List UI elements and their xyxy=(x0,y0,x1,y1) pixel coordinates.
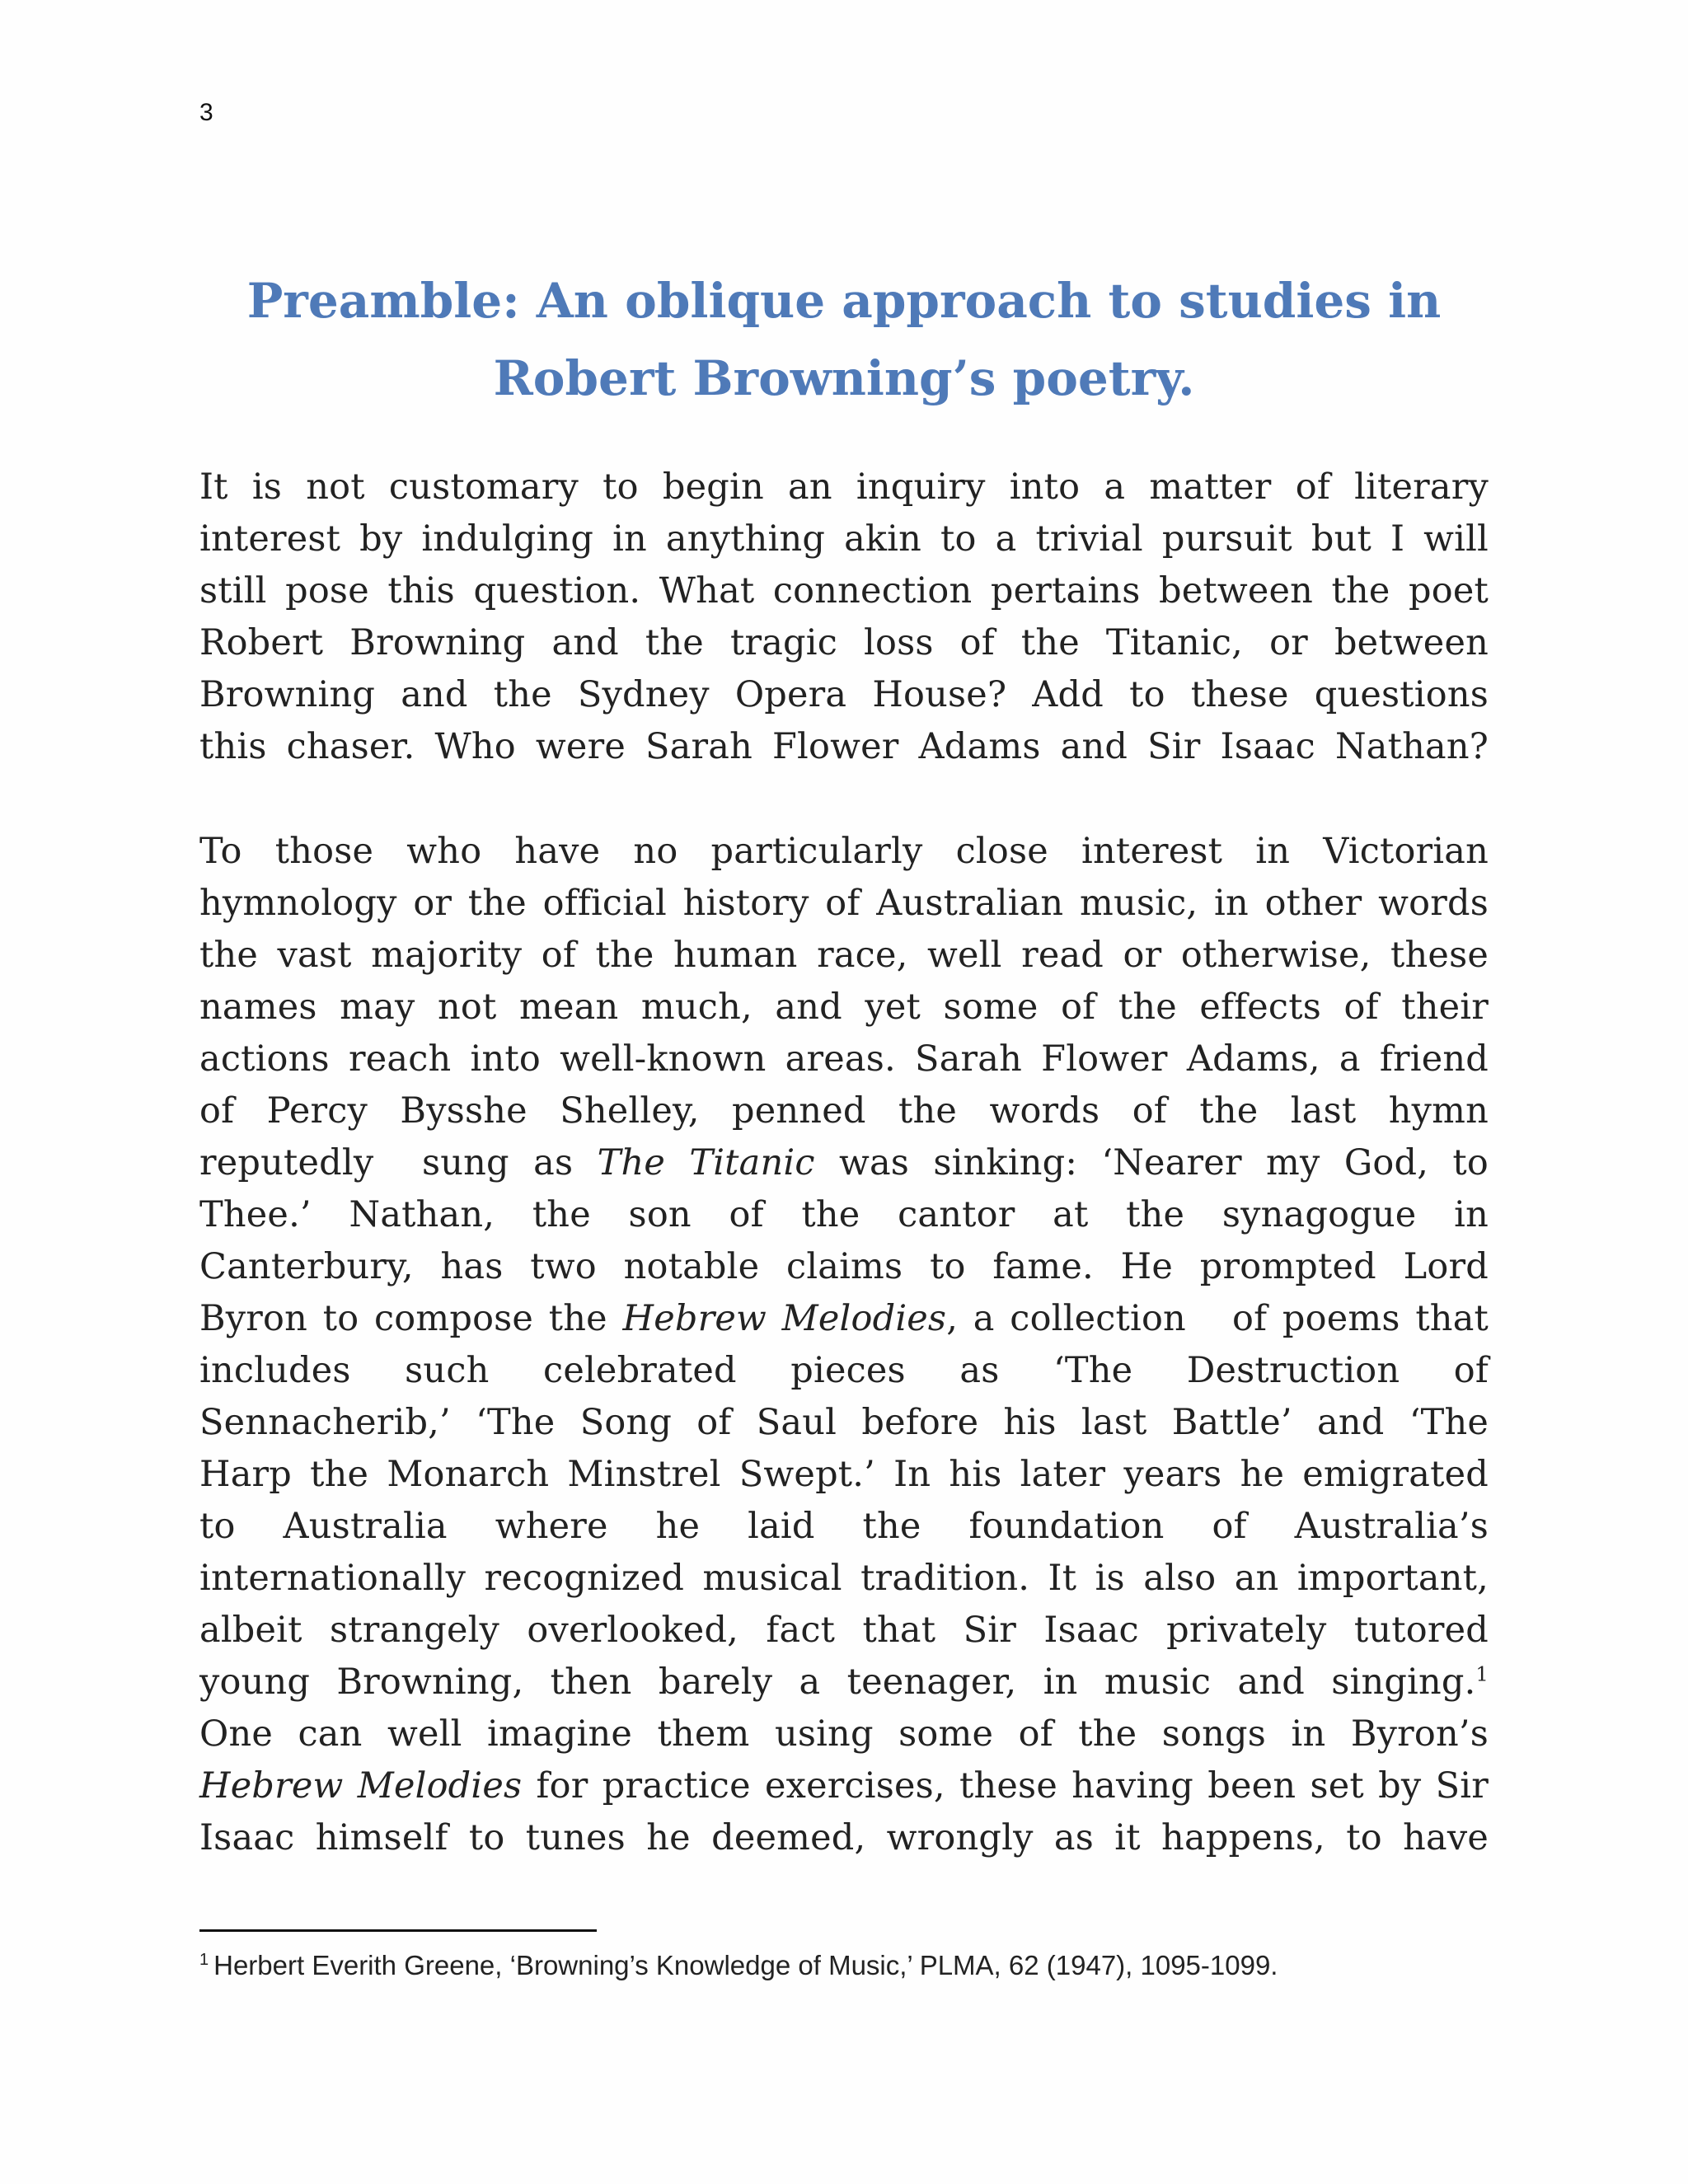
italic-title-titanic: The Titanic xyxy=(597,1142,815,1183)
paragraph-line: It is not customary to begin an inquiry into a matter of literary xyxy=(199,466,1489,508)
text-run: Byron to compose the xyxy=(199,1298,623,1339)
paragraph-line: of Percy Bysshe Shelley, penned the words of the last hymn xyxy=(199,1090,1489,1132)
paragraph-line xyxy=(199,1137,1489,1189)
text-run: for practice exercises, these having been set by Sir xyxy=(522,1765,1489,1807)
text-run: , a collection of poems that xyxy=(946,1298,1489,1339)
paragraph-2 xyxy=(199,826,1489,1864)
italic-title-hebrew-melodies: Hebrew Melodies xyxy=(199,1765,523,1807)
footnote-text: Herbert Everith Greene, ‘Browning’s Knowledge of Music,’ PLMA, 62 (1947), 1095-1099. xyxy=(213,1950,1278,1980)
paragraph-line xyxy=(199,1760,1489,1812)
chapter-title xyxy=(199,262,1489,417)
paragraph-line: internationally recognized musical tradition. It is also an important, xyxy=(199,1558,1489,1599)
paragraph-line: To those who have no particularly close interest in Victorian xyxy=(199,831,1489,872)
text-run: reputedly sung as xyxy=(199,1142,598,1183)
paragraph-line: Isaac himself to tunes he deemed, wrongly as it happens, to have xyxy=(199,1817,1489,1858)
title-line-1: Preamble: An oblique approach to studies in xyxy=(246,273,1442,329)
paragraph-line: Browning and the Sydney Opera House? Add to these questions xyxy=(199,674,1489,715)
paragraph-line: hymnology or the official history of Australian music, in other words xyxy=(199,883,1489,924)
footnote-reference[interactable]: 1 xyxy=(1475,1662,1489,1686)
paragraph-line xyxy=(199,1293,1489,1345)
text-run: young Browning, then barely a teenager, in music and singing. xyxy=(199,1661,1476,1703)
paragraph-line: actions reach into well-known areas. Sarah Flower Adams, a friend xyxy=(199,1038,1489,1080)
paragraph-line: Canterbury, has two notable claims to fame. He prompted Lord xyxy=(199,1246,1489,1287)
page-number: 3 xyxy=(199,99,213,126)
paragraph-line: this chaser. Who were Sarah Flower Adams and Sir Isaac Nathan? xyxy=(199,726,1489,767)
paragraph-line: includes such celebrated pieces as ‘The Destruction of xyxy=(199,1350,1489,1391)
paragraph-line xyxy=(199,1657,1489,1708)
title-line-2: Robert Browning’s poetry. xyxy=(493,350,1195,406)
paragraph-line: to Australia where he laid the foundation of Australia’s xyxy=(199,1506,1489,1547)
paragraph-line: the vast majority of the human race, well read or otherwise, these xyxy=(199,935,1489,976)
text-run: was sinking: ‘Nearer my God, to xyxy=(814,1142,1489,1183)
paragraph-line: Sennacherib,’ ‘The Song of Saul before his last Battle’ and ‘The xyxy=(199,1402,1489,1443)
paragraph-line: interest by indulging in anything akin to a trivial pursuit but I will xyxy=(199,518,1489,560)
paragraph-line: names may not mean much, and yet some of the effects of their xyxy=(199,987,1489,1028)
paragraph-line: still pose this question. What connection pertains between the poet xyxy=(199,570,1489,612)
footnote-marker: 1 xyxy=(199,1951,209,1969)
paragraph-line: Robert Browning and the tragic loss of the Titanic, or between xyxy=(199,622,1489,663)
italic-title-hebrew-melodies: Hebrew Melodies xyxy=(622,1298,947,1339)
paragraph-line: One can well imagine them using some of the songs in Byron’s xyxy=(199,1713,1489,1755)
paragraph-line: Harp the Monarch Minstrel Swept.’ In his later years he emigrated xyxy=(199,1454,1489,1495)
paragraph-line: albeit strangely overlooked, fact that Sir Isaac privately tutored xyxy=(199,1610,1489,1651)
paragraph-1 xyxy=(199,462,1489,773)
paragraph-line: Thee.’ Nathan, the son of the cantor at the synagogue in xyxy=(199,1194,1489,1235)
footnote-divider xyxy=(199,1929,597,1932)
footnote xyxy=(199,1950,1278,1981)
